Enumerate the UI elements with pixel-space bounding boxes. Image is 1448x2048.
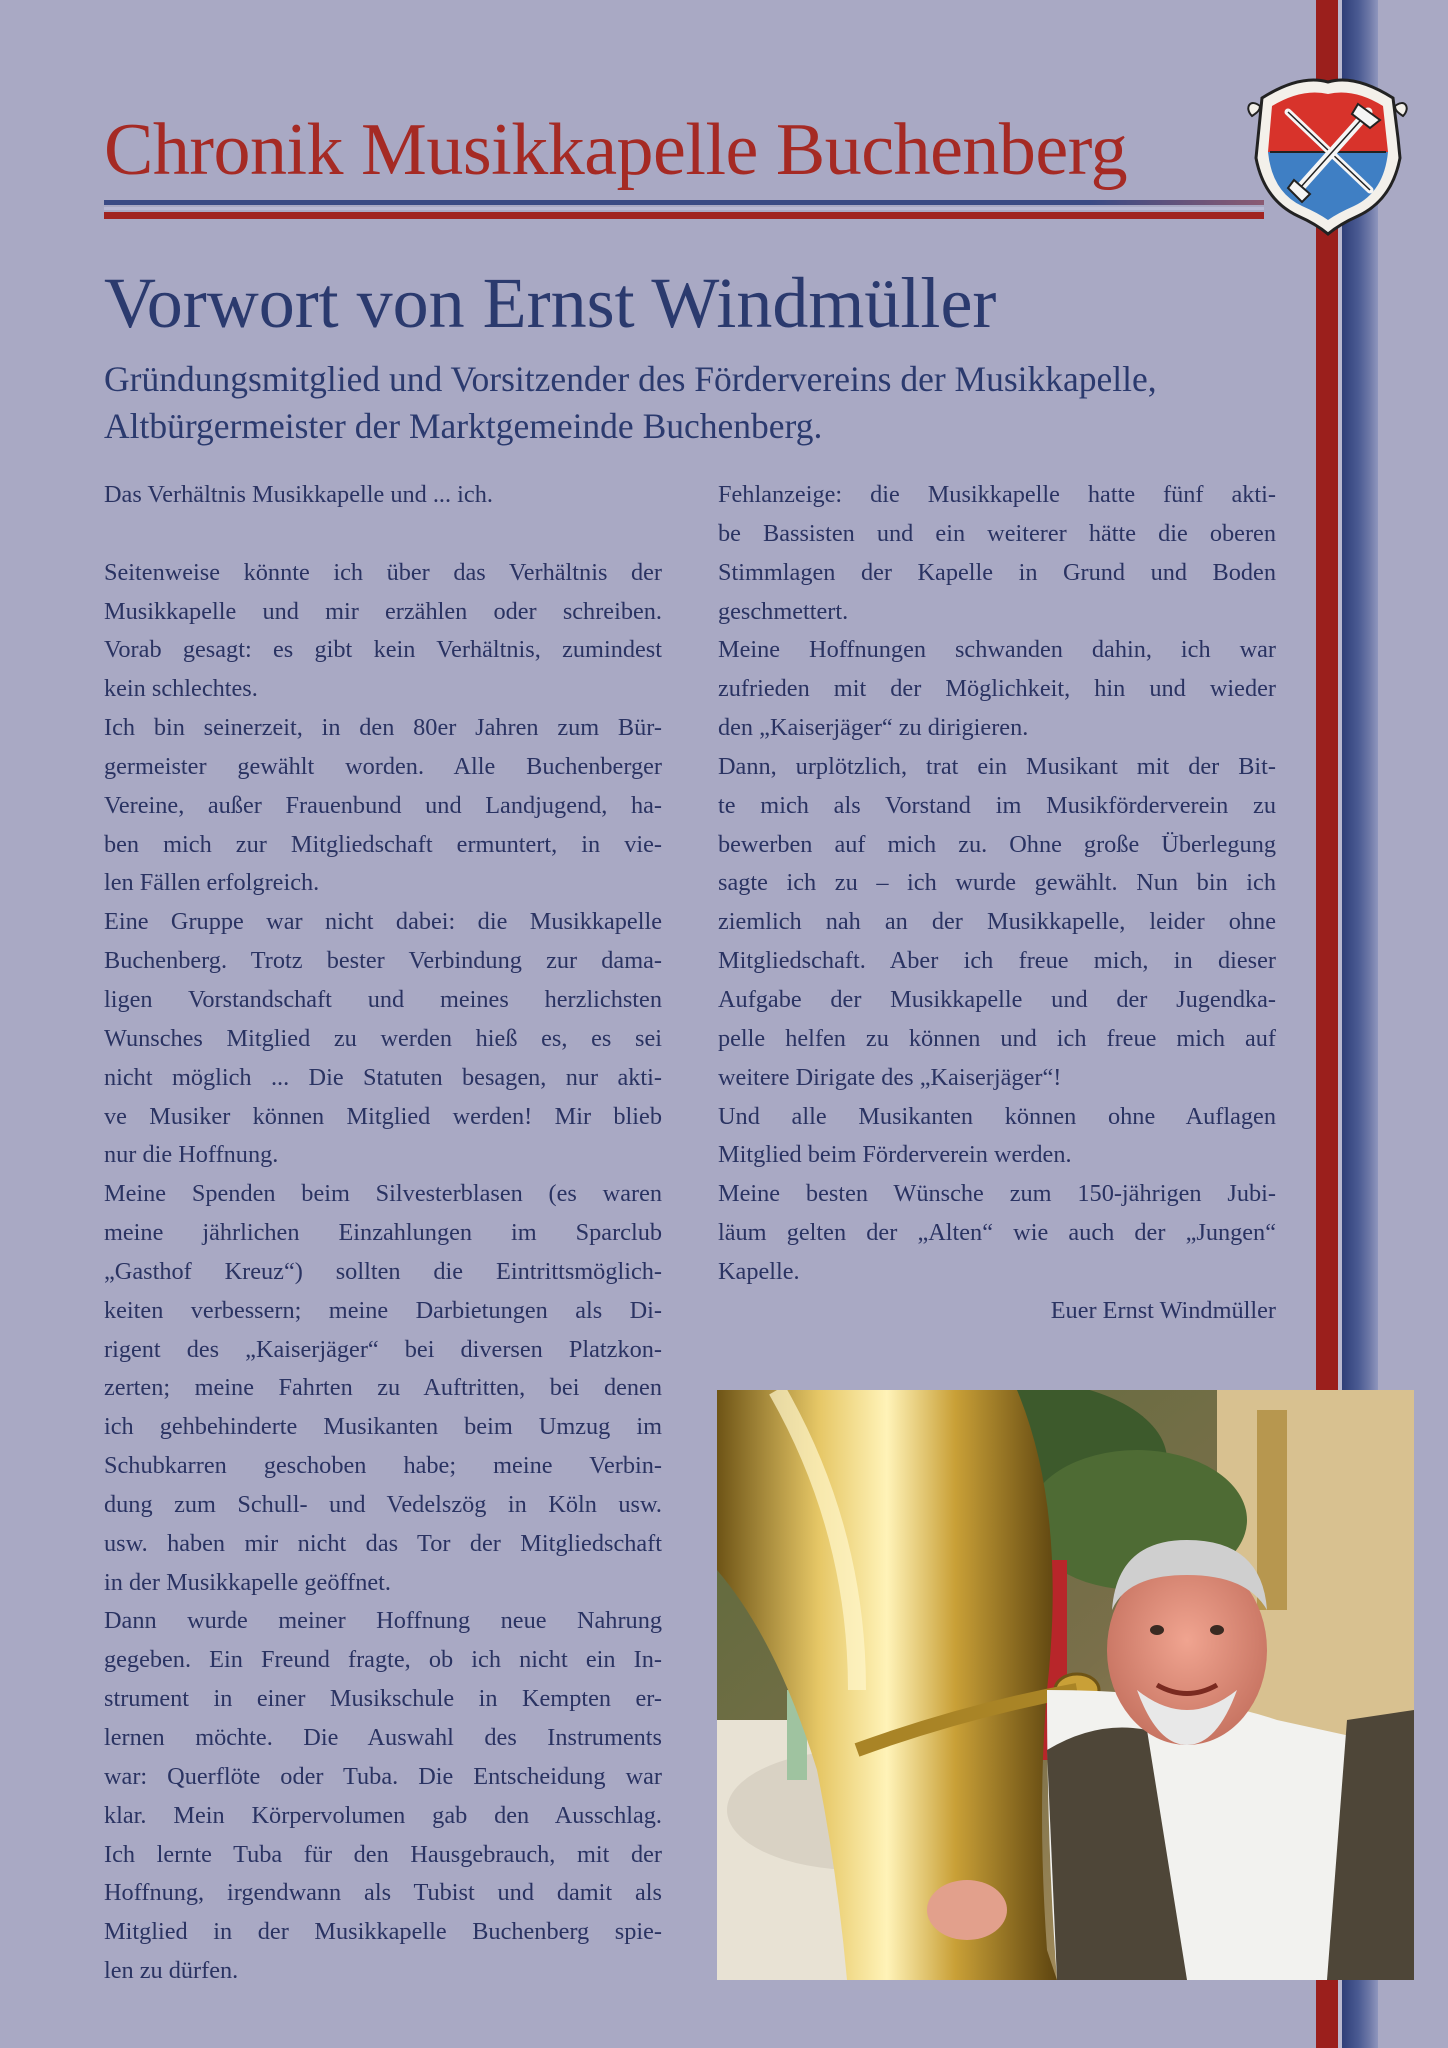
text-line: Ich lernte Tuba für den Hausgebrauch, mit der	[104, 1840, 662, 1868]
text-line: ve Musiker können Mitglied werden! Mir blieb	[104, 1102, 662, 1130]
text-line: Aufgabe der Musikkapelle und der Jugendka-	[718, 985, 1276, 1013]
text-line: geschmettert.	[718, 597, 849, 625]
foreword-subheading	[104, 356, 1304, 450]
text-line: ich gehbehinderte Musikanten beim Umzug im	[104, 1413, 662, 1441]
text-line: Seitenweise könnte ich über das Verhältnis der	[104, 558, 662, 586]
chronicle-title: Chronik Musikkapelle Buchenberg	[104, 109, 1128, 191]
text-line: Kapelle.	[718, 1257, 800, 1285]
text-line: Meine Spenden beim Silvesterblasen (es waren	[104, 1180, 662, 1208]
text-line: Dann, urplötzlich, trat ein Musikant mit der Bit-	[718, 752, 1276, 780]
text-line: klar. Mein Körpervolumen gab den Ausschlag.	[104, 1801, 662, 1829]
text-line: len Fällen erfolgreich.	[104, 869, 320, 897]
subheading-line: Gründungsmitglied und Vorsitzender des Fördervereins der Musikkapelle,	[104, 359, 1157, 399]
subheading-line: Altbürgermeister der Marktgemeinde Buchenberg.	[104, 406, 823, 446]
text-line: keiten verbessern; meine Darbietungen als Di-	[104, 1296, 662, 1324]
text-line: pelle helfen zu können und ich freue mich auf	[718, 1024, 1276, 1052]
text-line: in der Musikkapelle geöffnet.	[104, 1568, 391, 1596]
text-line: lernen möchte. Die Auswahl des Instruments	[104, 1724, 662, 1751]
text-line: te mich als Vorstand im Musikförderverein zu	[718, 791, 1276, 819]
text-line: zerten; meine Fahrten zu Auftritten, bei denen	[104, 1374, 662, 1402]
text-line: bewerben auf mich zu. Ohne große Überlegung	[718, 830, 1276, 858]
text-line: kein schlechtes.	[104, 675, 258, 703]
text-line: zufrieden mit der Möglichkeit, hin und wieder	[718, 675, 1276, 703]
text-line: be Bassisten und ein weiterer hätte die oberen	[718, 519, 1276, 547]
text-column-right	[718, 476, 1276, 1331]
text-line: nicht möglich ... Die Statuten besagen, nur akti-	[104, 1063, 662, 1091]
text-line: Fehlanzeige: die Musikkapelle hatte fünf akti-	[718, 481, 1276, 508]
text-line: „Gasthof Kreuz“) sollten die Eintrittsmöglich-	[104, 1257, 662, 1285]
text-line: Mitglied beim Förderverein werden.	[718, 1141, 1072, 1169]
text-line: Vorab gesagt: es gibt kein Verhältnis, zumindest	[104, 636, 662, 664]
buchenberg-coat-of-arms-icon	[1240, 68, 1415, 238]
text-line: Stimmlagen der Kapelle in Grund und Boden	[718, 558, 1276, 586]
text-line: usw. haben mir nicht das Tor der Mitgliedschaft	[104, 1529, 662, 1557]
text-line: läum gelten der „Alten“ wie auch der „Jungen“	[718, 1219, 1276, 1247]
title-rule-red	[104, 212, 1264, 219]
text-line: gegeben. Ein Freund fragte, ob ich nicht ein In-	[104, 1646, 662, 1674]
text-column-left	[104, 476, 662, 1991]
text-line: strument in einer Musikschule in Kempten er-	[104, 1685, 662, 1713]
text-line: Dann wurde meiner Hoffnung neue Nahrung	[104, 1607, 662, 1635]
text-line: Eine Gruppe war nicht dabei: die Musikkapelle	[104, 908, 662, 936]
text-line: war: Querflöte oder Tuba. Die Entscheidung war	[104, 1762, 662, 1790]
foreword-heading: Vorwort von Ernst Windmüller	[104, 263, 997, 343]
text-line: Wunsches Mitglied zu werden hieß es, es sei	[104, 1024, 662, 1052]
text-line: Und alle Musikanten können ohne Auflagen	[718, 1102, 1276, 1130]
text-line: rigent des „Kaiserjäger“ bei diversen Platzkon-	[104, 1335, 662, 1363]
text-line: sagte ich zu – ich wurde gewählt. Nun bin ich	[718, 869, 1276, 897]
text-line: den „Kaiserjäger“ zu dirigieren.	[718, 714, 1029, 742]
text-line: ligen Vorstandschaft und meines herzlichsten	[104, 985, 662, 1013]
text-line: dung zum Schull- und Vedelszög in Köln usw.	[104, 1490, 662, 1518]
text-line: nur die Hoffnung.	[104, 1141, 279, 1169]
text-line: Schubkarren geschoben habe; meine Verbin-	[104, 1452, 662, 1480]
text-line: Buchenberg. Trotz bester Verbindung zur dama-	[104, 947, 662, 975]
text-line: Musikkapelle und mir erzählen oder schreiben.	[104, 597, 662, 625]
text-line: weitere Dirigate des „Kaiserjäger“!	[718, 1063, 1062, 1091]
text-line: Hoffnung, irgendwann als Tubist und damit als	[104, 1879, 662, 1907]
blank-line	[104, 515, 662, 554]
text-line: Das Verhältnis Musikkapelle und ... ich.	[104, 481, 493, 508]
text-line: len zu dürfen.	[104, 1957, 239, 1985]
title-rule-blue	[104, 200, 1264, 205]
signature: Euer Ernst Windmüller	[1050, 1296, 1276, 1324]
text-line: ziemlich nah an der Musikkapelle, leider ohne	[718, 908, 1276, 936]
text-line: germeister gewählt worden. Alle Buchenberger	[104, 752, 662, 780]
text-line: Meine Hoffnungen schwanden dahin, ich war	[718, 636, 1276, 664]
text-line: Vereine, außer Frauenbund und Landjugend, ha-	[104, 791, 662, 819]
tuba-player-photo	[717, 1390, 1414, 1980]
text-line: Meine besten Wünsche zum 150-jährigen Jubi-	[718, 1180, 1276, 1208]
text-line: ben mich zur Mitgliedschaft ermuntert, in vie-	[104, 830, 662, 858]
text-line: Mitgliedschaft. Aber ich freue mich, in dieser	[718, 947, 1276, 975]
text-line: Ich bin seinerzeit, in den 80er Jahren zum Bür-	[104, 714, 662, 742]
text-line: meine jährlichen Einzahlungen im Sparclub	[104, 1219, 662, 1247]
text-line: Mitglied in der Musikkapelle Buchenberg spie-	[104, 1918, 662, 1946]
title-rule-gap	[104, 207, 1264, 210]
